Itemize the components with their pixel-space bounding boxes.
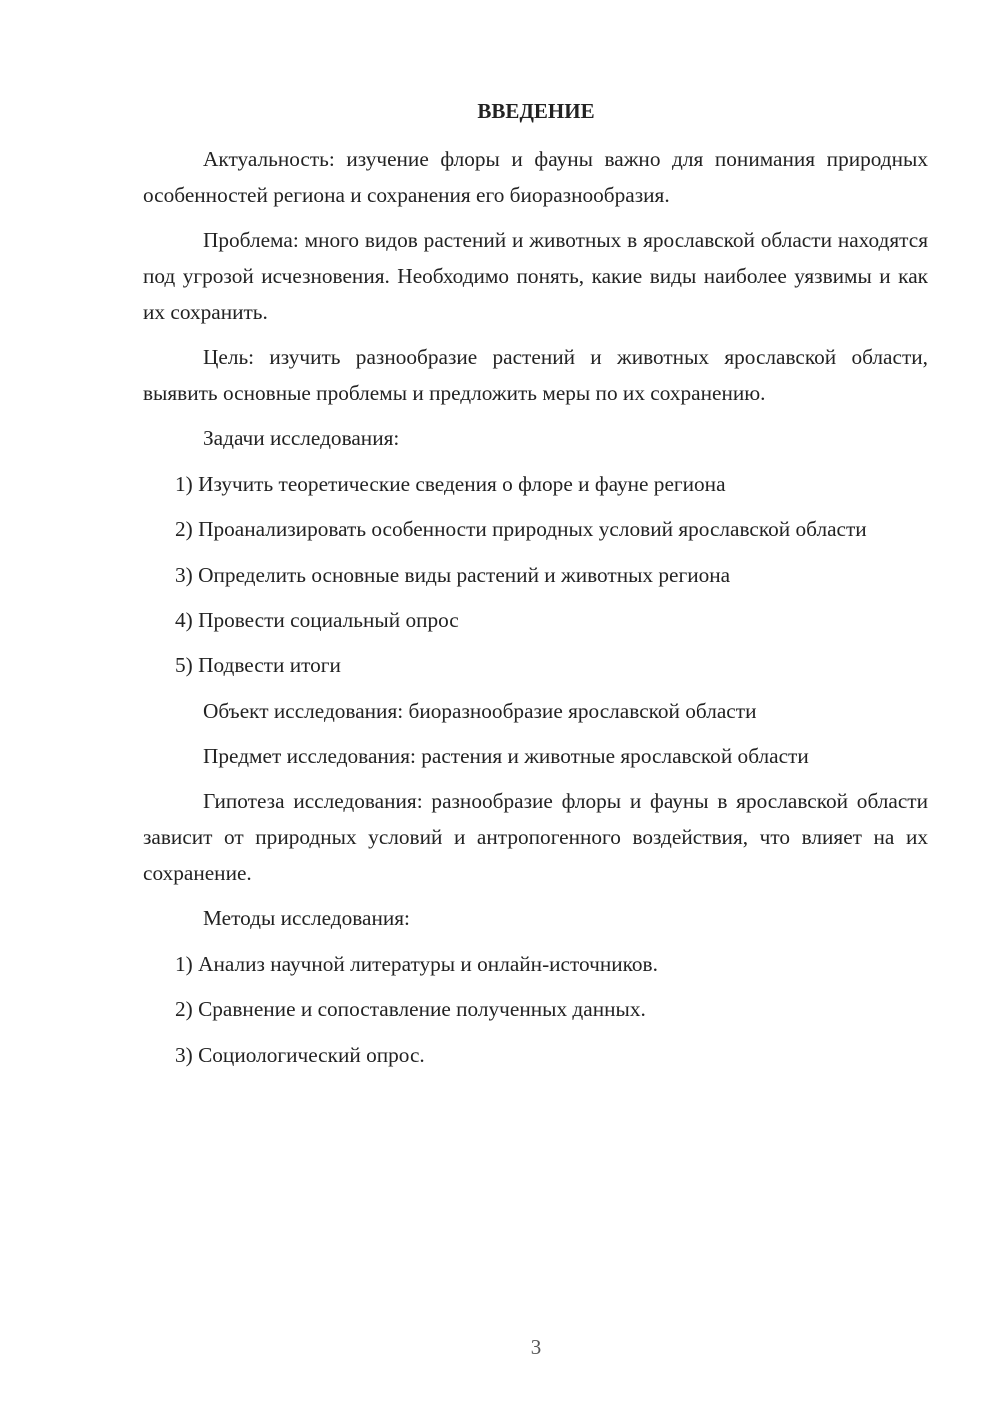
method-item-2: 2) Сравнение и сопоставление полученных данных. — [175, 997, 646, 1022]
task-item-5: 5) Подвести итоги — [175, 653, 341, 678]
object-paragraph: Объект исследования: биоразнообразие ярославской области — [203, 698, 757, 723]
problem-paragraph: Проблема: много видов растений и животных в ярославской области находятся под угрозой исчезновения. Необходимо понять, какие виды наиболее уязвимы и как их сохранить. — [143, 228, 928, 324]
task-item-2: 2) Проанализировать особенности природных условий ярославской области — [175, 517, 867, 542]
methods-title: Методы исследования: — [203, 906, 410, 931]
task-item-1: 1) Изучить теоретические сведения о флоре и фауне региона — [175, 471, 726, 496]
method-item-3: 3) Социологический опрос. — [175, 1042, 425, 1067]
task-item-3: 3) Определить основные виды растений и животных региона — [175, 562, 731, 587]
page-number: 3 — [530, 1335, 542, 1359]
page-title: ВВЕДЕНИЕ — [477, 99, 595, 123]
subject-paragraph: Предмет исследования: растения и животные ярославской области — [203, 744, 809, 769]
task-item-4: 4) Провести социальный опрос — [175, 607, 459, 632]
tasks-title: Задачи исследования: — [203, 426, 400, 451]
relevance-paragraph: Актуальность: изучение флоры и фауны важно для понимания природных особенностей региона и сохранения его биоразнообразия. — [143, 147, 928, 207]
document-body — [143, 142, 928, 1083]
method-item-1: 1) Анализ научной литературы и онлайн-источников. — [175, 951, 658, 976]
hypothesis-paragraph: Гипотеза исследования: разнообразие флоры и фауны в ярославской области зависит от природных условий и антропогенного воздействия, что влияет на их сохранение. — [143, 789, 928, 886]
goal-paragraph: Цель: изучить разнообразие растений и животных ярославской области, выявить основные проблемы и предложить меры по их сохранению. — [143, 345, 928, 405]
